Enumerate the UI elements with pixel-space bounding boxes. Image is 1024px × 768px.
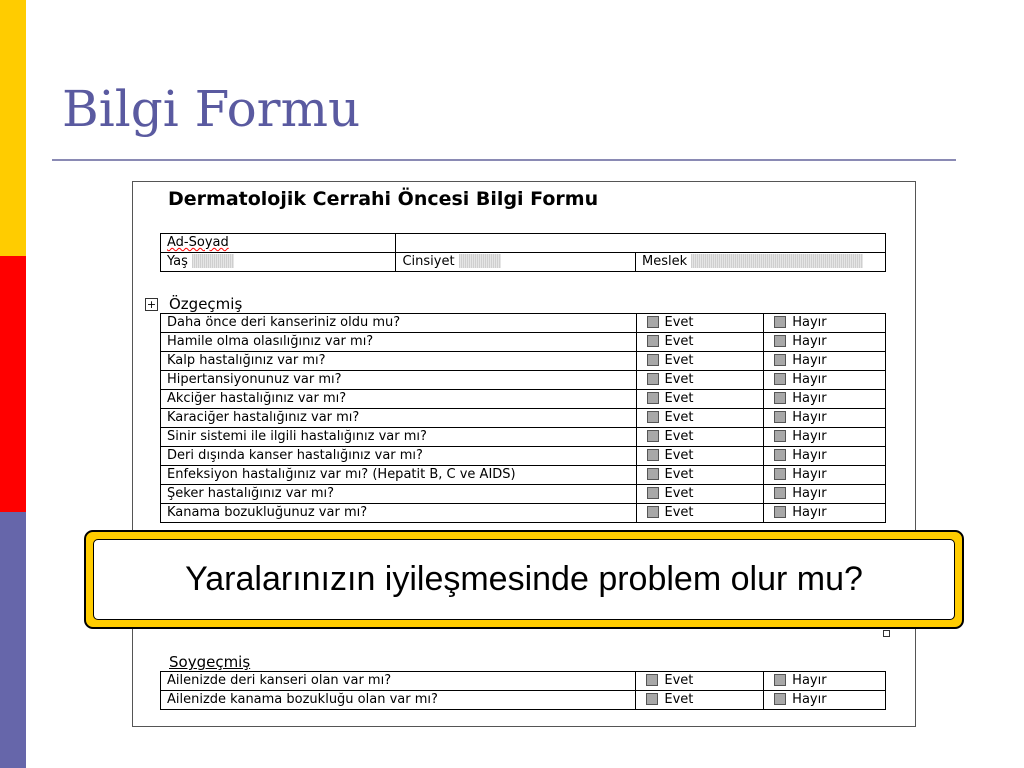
no-label: Hayır [792, 429, 827, 444]
yes-label: Evet [664, 692, 694, 707]
no-cell [764, 314, 886, 333]
yes-label: Evet [664, 486, 694, 501]
table-row [161, 485, 886, 504]
yes-cell [636, 672, 764, 691]
table-row [161, 466, 886, 485]
question-text: Kanama bozukluğunuz var mı? [167, 505, 368, 520]
question-text: Hipertansiyonunuz var mı? [167, 372, 342, 387]
question-cell [161, 352, 637, 371]
table-row [161, 691, 886, 710]
question-cell [161, 447, 637, 466]
no-checkbox[interactable] [774, 316, 786, 328]
question-text: Akciğer hastalığınız var mı? [167, 391, 347, 406]
question-text: Kalp hastalığınız var mı? [167, 353, 326, 368]
question-text: Şeker hastalığınız var mı? [167, 486, 335, 501]
yes-cell [636, 333, 764, 352]
yes-cell [636, 447, 764, 466]
yes-checkbox[interactable] [647, 506, 659, 518]
no-label: Hayır [792, 486, 827, 501]
yes-checkbox[interactable] [647, 316, 659, 328]
no-label: Hayır [792, 315, 827, 330]
question-text: Enfeksiyon hastalığınız var mı? (Hepatit B, C ve AIDS) [167, 467, 516, 482]
expand-icon[interactable]: + [146, 298, 157, 311]
no-checkbox[interactable] [774, 674, 786, 686]
table-row [161, 371, 886, 390]
no-cell [764, 333, 886, 352]
history-table [160, 313, 886, 523]
yes-label: Evet [664, 467, 694, 482]
yes-label: Evet [664, 505, 694, 520]
table-row [161, 314, 886, 333]
yes-checkbox[interactable] [647, 354, 659, 366]
no-cell [764, 352, 886, 371]
question-text: Hamile olma olasılığınız var mı? [167, 334, 374, 349]
no-cell [764, 428, 886, 447]
question-text: Sinir sistemi ile ilgili hastalığınız var mı? [167, 429, 427, 444]
yes-label: Evet [664, 372, 694, 387]
no-cell [764, 504, 886, 523]
yes-label: Evet [664, 391, 694, 406]
age-cell [161, 253, 396, 272]
no-checkbox[interactable] [774, 693, 786, 705]
question-cell [161, 428, 637, 447]
no-cell [764, 447, 886, 466]
no-cell [764, 390, 886, 409]
no-checkbox[interactable] [774, 354, 786, 366]
table-row [161, 390, 886, 409]
yes-cell [636, 314, 764, 333]
callout-box [84, 530, 964, 629]
no-checkbox[interactable] [774, 392, 786, 404]
history-section-title: Özgeçmiş [169, 295, 243, 313]
no-checkbox[interactable] [774, 430, 786, 442]
no-label: Hayır [792, 391, 827, 406]
yes-label: Evet [664, 673, 694, 688]
question-cell [161, 672, 636, 691]
no-label: Hayır [792, 372, 827, 387]
question-text: Deri dışında kanser hastalığınız var mı? [167, 448, 423, 463]
yes-checkbox[interactable] [647, 449, 659, 461]
form-title: Dermatolojik Cerrahi Öncesi Bilgi Formu [168, 188, 599, 210]
yes-checkbox[interactable] [647, 487, 659, 499]
table-row [161, 504, 886, 523]
question-cell [161, 485, 637, 504]
table-row [161, 352, 886, 371]
yes-label: Evet [664, 315, 694, 330]
question-cell [161, 333, 637, 352]
no-label: Hayır [792, 334, 827, 349]
gender-field[interactable] [459, 254, 501, 268]
no-label: Hayır [792, 353, 827, 368]
yes-label: Evet [664, 410, 694, 425]
question-cell [161, 504, 637, 523]
table-row [161, 672, 886, 691]
no-checkbox[interactable] [774, 487, 786, 499]
table-row [161, 234, 886, 253]
yes-label: Evet [664, 353, 694, 368]
question-cell [161, 691, 636, 710]
table-row [161, 253, 886, 272]
yes-checkbox[interactable] [647, 392, 659, 404]
yes-label: Evet [664, 448, 694, 463]
yes-checkbox[interactable] [647, 373, 659, 385]
yes-cell [636, 691, 764, 710]
no-cell [764, 371, 886, 390]
question-cell [161, 371, 637, 390]
family-table [160, 671, 886, 710]
question-text: Ailenizde kanama bozukluğu olan var mı? [167, 692, 438, 707]
job-cell [636, 253, 886, 272]
family-section-title: Soygeçmiş [169, 653, 251, 671]
yes-cell [636, 485, 764, 504]
yes-checkbox[interactable] [647, 468, 659, 480]
no-cell [764, 409, 886, 428]
question-text: Ailenizde deri kanseri olan var mı? [167, 673, 392, 688]
yes-cell [636, 371, 764, 390]
job-field[interactable] [691, 254, 863, 268]
table-row [161, 409, 886, 428]
question-cell [161, 466, 637, 485]
no-cell [764, 691, 886, 710]
question-cell [161, 409, 637, 428]
callout-text: Yaralarınızın iyileşmesinde problem olur mu? [93, 539, 955, 620]
name-label: Ad-Soyad [167, 235, 229, 250]
accent-stripe-red [0, 256, 26, 512]
no-label: Hayır [792, 505, 827, 520]
no-checkbox[interactable] [774, 373, 786, 385]
yes-label: Evet [664, 334, 694, 349]
no-checkbox[interactable] [774, 506, 786, 518]
title-divider [52, 159, 956, 161]
no-checkbox[interactable] [774, 335, 786, 347]
name-label-cell [161, 234, 396, 253]
accent-stripe-yellow [0, 0, 26, 256]
yes-cell [636, 504, 764, 523]
no-cell [764, 485, 886, 504]
no-checkbox[interactable] [774, 411, 786, 423]
name-field[interactable] [396, 234, 886, 253]
table-row [161, 333, 886, 352]
no-checkbox[interactable] [774, 449, 786, 461]
no-label: Hayır [792, 448, 827, 463]
no-label: Hayır [792, 410, 827, 425]
yes-checkbox[interactable] [647, 335, 659, 347]
slide-title: Bilgi Formu [62, 80, 361, 138]
personal-info-table [160, 233, 886, 272]
yes-cell [636, 390, 764, 409]
question-cell [161, 314, 637, 333]
gender-label: Cinsiyet [402, 254, 455, 269]
no-cell [764, 466, 886, 485]
question-cell [161, 390, 637, 409]
gender-cell [396, 253, 636, 272]
no-cell [764, 672, 886, 691]
table-resize-handle[interactable] [883, 630, 890, 637]
no-label: Hayır [792, 692, 827, 707]
yes-label: Evet [664, 429, 694, 444]
no-label: Hayır [792, 467, 827, 482]
question-text: Daha önce deri kanseriniz oldu mu? [167, 315, 401, 330]
yes-cell [636, 466, 764, 485]
yes-cell [636, 352, 764, 371]
no-checkbox[interactable] [774, 468, 786, 480]
yes-checkbox[interactable] [646, 674, 658, 686]
yes-checkbox[interactable] [647, 430, 659, 442]
table-row [161, 447, 886, 466]
no-label: Hayır [792, 673, 827, 688]
table-row [161, 428, 886, 447]
accent-stripe-blue [0, 512, 26, 768]
age-label: Yaş [167, 254, 188, 269]
yes-cell [636, 409, 764, 428]
yes-checkbox[interactable] [646, 693, 658, 705]
yes-checkbox[interactable] [647, 411, 659, 423]
job-label: Meslek [642, 254, 688, 269]
question-text: Karaciğer hastalığınız var mı? [167, 410, 360, 425]
age-field[interactable] [192, 254, 234, 268]
yes-cell [636, 428, 764, 447]
